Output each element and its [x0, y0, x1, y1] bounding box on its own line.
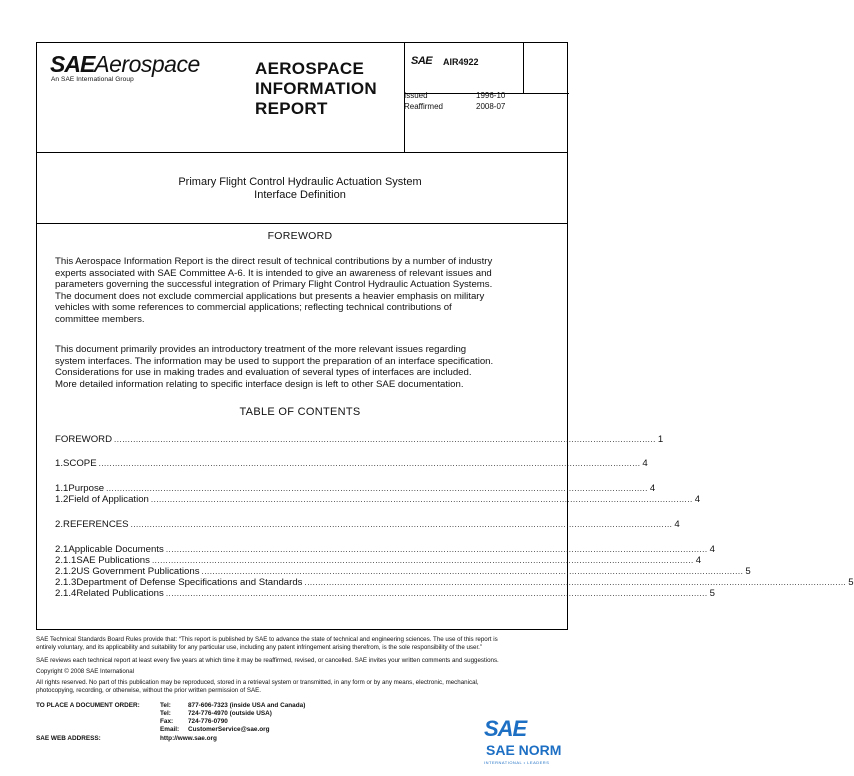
toc-title: SCOPE: [63, 458, 97, 469]
sae-aerospace-logo: [50, 52, 200, 83]
foreword-paragraph: [55, 256, 555, 326]
report-type-line: REPORT: [255, 99, 328, 118]
report-type-line: INFORMATION: [255, 79, 377, 98]
toc-title: FOREWORD: [55, 434, 113, 445]
toc-page: 4: [695, 555, 702, 566]
document-subject: [0, 176, 600, 202]
divider: [37, 152, 567, 153]
issued-label: Issued: [404, 91, 428, 100]
logo-brand: SAE: [50, 51, 95, 77]
paragraph-line: parameters governing the successful integration of Primary Flight Control Hydraulic Actuation Systems.: [55, 279, 493, 291]
review-notice: SAE reviews each technical report at least every five years at which time it may be reaffirmed, revised, or cancelled. SAE invites your written comments and suggestions.: [36, 657, 499, 664]
paragraph-line: system interfaces. The information may be used to support the preparation of an interface specification.: [55, 355, 494, 367]
paragraph-line: More detailed information relating to specific interface design is left to other SAE documentation.: [55, 378, 464, 390]
toc-leader: .......................................................................................................................................................................................................: [106, 484, 648, 493]
toc-number: 1.: [55, 458, 64, 469]
report-type: [255, 59, 377, 119]
web-link[interactable]: http://www.sae.org: [160, 735, 217, 742]
toc-entry[interactable]: [55, 566, 751, 577]
reaffirmed-value: 2008-07: [476, 102, 506, 111]
toc-title: REFERENCES: [63, 519, 129, 530]
web-label: SAE WEB ADDRESS:: [36, 735, 101, 742]
toc-page: 5: [745, 566, 751, 577]
copyright: Copyright © 2008 SAE International: [36, 668, 135, 675]
toc-page: 5: [848, 577, 854, 588]
toc-title: SAE Publications: [76, 555, 150, 566]
contact-key: Email:: [160, 726, 180, 733]
toc-entry[interactable]: [55, 588, 715, 599]
divider: [523, 43, 524, 93]
contact-value[interactable]: 724-776-0790: [188, 718, 228, 725]
toc-page: 1: [657, 434, 664, 445]
toc-leader: .......................................................................................................................................................................................................: [165, 545, 708, 554]
foreword-heading: FOREWORD: [267, 230, 333, 242]
watermark-mark: SAE: [484, 716, 527, 741]
paragraph-line: This document primarily provides an introductory treatment of the more relevant issues regarding: [55, 344, 467, 355]
toc-page: 4: [642, 458, 648, 469]
watermark-sub: INTERNATIONAL • LEADERS: [484, 760, 550, 765]
toc-title: Field of Application: [68, 494, 149, 505]
toc-entry[interactable]: [55, 555, 702, 566]
paragraph-line: experts associated with SAE Committee A-6. It is intended to give an awareness of relevant issues and: [55, 267, 492, 279]
contact-value[interactable]: 724-776-4970 (outside USA): [188, 710, 272, 717]
toc-title: Applicable Documents: [68, 544, 164, 555]
order-label: TO PLACE A DOCUMENT ORDER:: [36, 702, 140, 709]
toc-number: 2.1.4: [55, 588, 77, 599]
toc-leader: .......................................................................................................................................................................................................: [201, 567, 744, 576]
paragraph-line: vehicles with some references to commercial applications; reflecting technical contributions of: [55, 302, 452, 314]
toc-number: 2.1.2: [55, 566, 77, 577]
logo-tagline: An SAE International Group: [51, 76, 134, 83]
toc-entry[interactable]: [55, 483, 656, 494]
contact-value[interactable]: 877-606-7323 (inside USA and Canada): [188, 702, 306, 709]
contact-key: Tel:: [160, 702, 171, 709]
toc-leader: .......................................................................................................................................................................................................: [304, 578, 847, 587]
notice-line: All rights reserved. No part of this publication may be reproduced, stored in a retrieval system or transmitted, in any form or by any means, electronic, mechanical,: [36, 679, 479, 686]
toc-entry[interactable]: [55, 494, 701, 505]
toc-page: 4: [694, 494, 701, 505]
toc-leader: .......................................................................................................................................................................................................: [165, 589, 708, 598]
divider: [37, 223, 567, 224]
logo-word: Aerospace: [94, 51, 200, 77]
toc-title: Related Publications: [76, 588, 164, 599]
toc-page: 4: [709, 544, 715, 555]
toc-number: 1.2: [55, 494, 69, 505]
paragraph-line: The document does not exclude commercial applications but presents a heavier emphasis on military: [55, 290, 485, 302]
toc-number: 2.1: [55, 544, 69, 555]
toc-leader: .......................................................................................................................................................................................................: [151, 556, 694, 565]
toc-number: 1.1: [55, 483, 69, 494]
toc-heading: TABLE OF CONTENTS: [239, 406, 361, 418]
toc-entry[interactable]: [55, 519, 680, 530]
toc-page: 4: [649, 483, 656, 494]
contact-key: Tel:: [160, 710, 171, 717]
toc-entry[interactable]: [55, 577, 854, 588]
toc-title: Purpose: [68, 483, 105, 494]
toc-leader: .......................................................................................................................................................................................................: [98, 459, 641, 468]
notice-line: photocopying, recording, or otherwise, without the prior written permission of SAE.: [36, 687, 261, 695]
toc-leader: .......................................................................................................................................................................................................: [130, 520, 673, 529]
rules-notice: [36, 636, 566, 652]
toc-number: 2.: [55, 519, 64, 530]
issued-value: 1996-10: [476, 91, 506, 100]
report-type-line: AEROSPACE: [255, 59, 365, 78]
toc-number: 2.1.1: [55, 555, 77, 566]
toc-leader: .......................................................................................................................................................................................................: [150, 495, 693, 504]
contact-key: Fax:: [160, 718, 174, 725]
watermark-text: SAE NORM: [486, 742, 562, 758]
paragraph-line: This Aerospace Information Report is the direct result of technical contributions by a number of industry: [55, 256, 493, 267]
toc-entry[interactable]: [55, 458, 648, 469]
toc-title: Department of Defense Specifications and Standards: [76, 577, 303, 588]
foreword-paragraph: [55, 344, 555, 390]
paragraph-line: Considerations for use in making trades and evaluation of several types of interfaces are included.: [55, 367, 472, 379]
toc-page: 5: [709, 588, 715, 599]
document-number: AIR4922: [443, 57, 479, 67]
toc-page: 4: [674, 519, 680, 530]
subject-line: Interface Definition: [254, 189, 346, 201]
notice-line: SAE Technical Standards Board Rules provide that: “This report is published by SAE to advance the state of technical and engineering sciences. The use of this report is: [36, 636, 498, 643]
toc-title: US Government Publications: [76, 566, 200, 577]
reaffirmed-label: Reaffirmed: [404, 102, 443, 111]
sae-mark-icon: SAE: [411, 55, 433, 67]
sae-norm-watermark: [484, 716, 600, 765]
email-link[interactable]: CustomerService@sae.org: [188, 726, 270, 733]
header-frame: [36, 42, 568, 630]
rights-notice: [36, 679, 566, 695]
subject-line: Primary Flight Control Hydraulic Actuation System: [178, 176, 422, 188]
paragraph-line: committee members.: [55, 313, 145, 325]
notice-line: entirely voluntary, and its applicability and suitability for any particular use, including any patent infringement arising therefrom, is the sole responsibility of the user.”: [36, 644, 482, 652]
toc-number: 2.1.3: [55, 577, 77, 588]
toc-entry[interactable]: [55, 544, 715, 555]
toc-entry[interactable]: [55, 434, 664, 445]
toc-leader: .......................................................................................................................................................................................................: [114, 435, 656, 444]
